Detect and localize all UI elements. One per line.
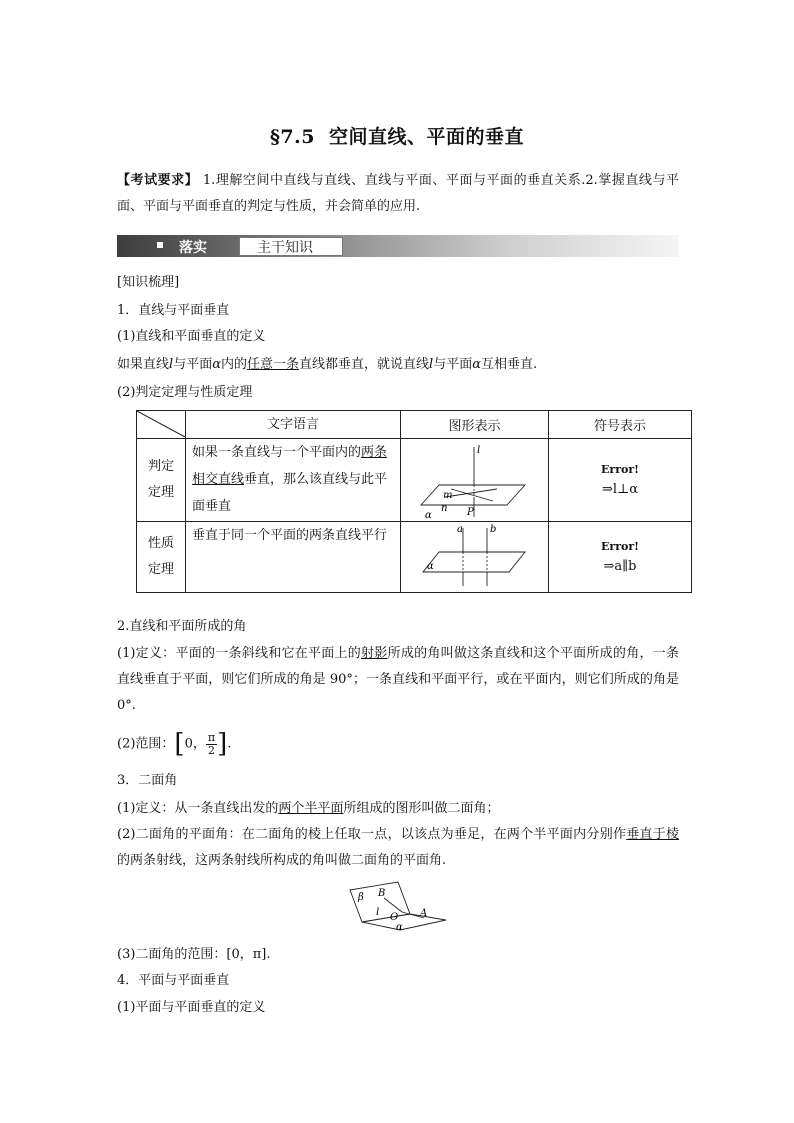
def-l2: l [429, 357, 434, 372]
row2-figure-cell [401, 522, 549, 593]
row1-error-text: Error! [601, 463, 639, 476]
row1-text-cell [186, 439, 401, 522]
parallel-lines-figure [401, 522, 548, 592]
table-row [137, 522, 692, 593]
banner-left-label: 落实 [179, 240, 207, 256]
s3-plane-underlined: 垂直于棱 [626, 827, 679, 842]
table-header-figure: 图形表示 [401, 411, 549, 439]
s2-def-underlined: 射影 [361, 646, 388, 661]
row1-name-cell [137, 439, 186, 522]
def-text-e: 与平面 [433, 357, 473, 372]
dihedral-angle-figure [344, 880, 450, 936]
fig2-label-a: a [457, 524, 463, 535]
row1-name: 判定定理 [147, 459, 174, 500]
fraction-numerator: π [207, 730, 216, 744]
row2-error-text: Error! [601, 540, 639, 553]
banner-right-label: 主干知识 [257, 240, 313, 256]
table-header-text: 文字语言 [186, 411, 401, 439]
fig3-label-beta: β [358, 892, 364, 903]
def-text-c: 内的 [220, 357, 247, 372]
exam-requirement [117, 168, 679, 220]
row2-name: 性质定理 [147, 536, 174, 577]
s2-range-label: (2)范围： [117, 736, 175, 752]
requirement-tag: 【考试要求】 [117, 173, 199, 188]
page-title [0, 122, 794, 149]
banner-bullet-icon [157, 242, 163, 248]
s3-def-underlined: 两个半平面 [278, 801, 344, 816]
table-corner-cell [137, 411, 186, 439]
s2-heading: 2.直线和平面所成的角 [117, 619, 247, 634]
def-text-b: 与平面 [173, 357, 213, 372]
def-text-a: 如果直线 [117, 357, 170, 372]
def-text-d: 直线都垂直，就说直线 [299, 357, 430, 372]
s1-p1: (1)直线和平面垂直的定义 [117, 329, 266, 344]
s3-plane-a: (2)二面角的平面角：在二面角的棱上任取一点，以该点为垂足，在两个半平面内分别作 [117, 827, 627, 842]
s3-plane-b: 的两条射线，这两条射线所构成的角叫做二面角的平面角. [117, 853, 447, 868]
s3-definition [117, 796, 679, 822]
row2-symbol-cell [549, 522, 692, 593]
def-alpha: α [212, 357, 221, 372]
row1-text-underlined: 两条相交直线 [192, 445, 388, 487]
row2-text: 垂直于同一个平面的两条直线平行 [192, 528, 388, 543]
s1-definition [117, 352, 679, 378]
fig1-label-alpha: α [425, 510, 432, 521]
s2-definition [117, 641, 679, 719]
def-underlined: 任意一条 [247, 357, 300, 372]
row2-text-cell [186, 522, 401, 593]
fig3-label-o: O [390, 912, 399, 923]
theorem-table [136, 410, 692, 593]
def-text-f: 互相垂直. [481, 357, 538, 372]
s3-def-a: (1)定义：从一条直线出发的 [117, 801, 279, 816]
fig1-label-l: l [477, 445, 481, 456]
fig1-label-n: n [441, 503, 448, 514]
row2-name-cell [137, 522, 186, 593]
fig3-label-b: B [378, 888, 386, 899]
pi-over-2 [206, 732, 217, 757]
section-title: 空间直线、平面的垂直 [328, 126, 524, 148]
fig3-label-a: A [420, 908, 428, 919]
s2-range [117, 726, 679, 763]
perpendicular-line-plane-figure [401, 439, 548, 521]
def-alpha2: α [472, 357, 481, 372]
section-number: §7.5 [269, 126, 315, 148]
s2-range-end: . [227, 736, 232, 752]
s3-heading: 3．二面角 [117, 773, 178, 788]
s3-plane-angle [117, 822, 679, 874]
row1-symbol-cell [549, 439, 692, 522]
fig1-label-m: m [443, 490, 453, 501]
fig3-label-alpha: α [396, 922, 403, 932]
s3-def-b: 所组成的图形叫做二面角； [343, 801, 500, 816]
right-bracket-icon: ] [217, 729, 228, 759]
s2-range-zero: 0， [184, 736, 206, 752]
s1-heading: 1．直线与平面垂直 [117, 303, 230, 318]
s4-p1: (1)平面与平面垂直的定义 [117, 1000, 266, 1015]
fraction-denominator: 2 [207, 743, 215, 757]
requirement-text: 1.理解空间中直线与直线、直线与平面、平面与平面的垂直关系.2.掌握直线与平面、平面与平面垂直的判定与性质，并会简单的应用. [117, 173, 679, 214]
diagonal-line-icon [137, 411, 185, 437]
fig2-label-b: b [490, 524, 497, 535]
s3-range: (3)二面角的范围：[0，π]. [117, 947, 271, 962]
table-row [137, 439, 692, 522]
def-l: l [169, 357, 174, 372]
table-header-row [137, 411, 692, 439]
row1-text-post: 垂直，那么该直线与此平面垂直 [192, 472, 388, 514]
row1-figure-cell [401, 439, 549, 522]
row1-text-pre: 如果一条直线与一个平面内的 [192, 445, 362, 460]
table-header-symbol: 符号表示 [549, 411, 692, 439]
fig3-label-l: l [376, 907, 380, 918]
fig2-label-alpha: α [427, 561, 434, 572]
s1-p2: (2)判定定理与性质定理 [117, 385, 253, 400]
fig1-label-p: P [467, 507, 474, 518]
dihedral-angle-svg [344, 880, 450, 932]
row2-symbol: ⇒a∥b [603, 559, 637, 574]
knowledge-heading: [知识梳理] [117, 275, 180, 290]
s2-def-a: (1)定义：平面的一条斜线和它在平面上的 [117, 646, 362, 661]
s4-heading: 4．平面与平面垂直 [117, 973, 230, 988]
left-bracket-icon: [ [174, 729, 185, 759]
section-banner [117, 235, 679, 257]
s2-def-b: 所成的角叫做这条直线和这个平面所成的角，一条直线垂直于平面，则它们所成的角是 90°；一条直线和平面平行，或在平面内，则它们所成的角是 0°. [117, 646, 679, 713]
row1-symbol: ⇒l⊥α [601, 482, 639, 497]
